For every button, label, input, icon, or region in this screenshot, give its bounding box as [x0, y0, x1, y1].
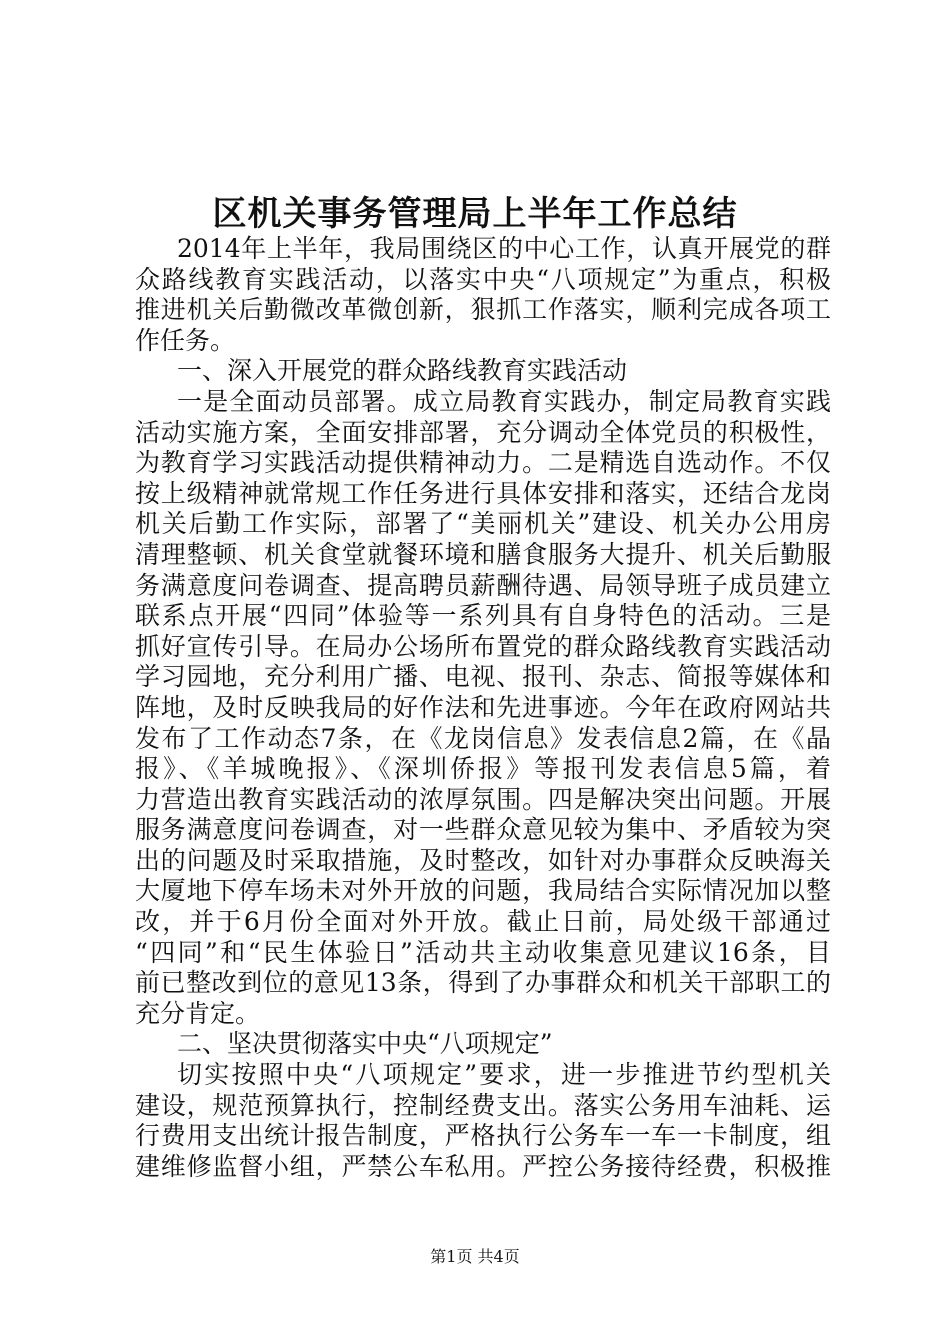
- text-line: 一、深入开展党的群众路线教育实践活动: [177, 356, 628, 386]
- text-line: 一是全面动员部署。成立局教育实践办，制定局教育实践: [177, 386, 831, 416]
- text-line: 大厦地下停车场未对外开放的问题，我局结合实际情况加以整: [135, 876, 831, 906]
- text-line: 二、坚决贯彻落实中央“八项规定”: [177, 1029, 553, 1059]
- text-line: 报》、《羊城晚报》、《深圳侨报》等报刊发表信息5篇，着: [135, 754, 831, 784]
- text-line: 服务满意度问卷调查，对一些群众意见较为集中、矛盾较为突: [135, 815, 831, 845]
- text-line: 建维修监督小组，严禁公车私用。严控公务接待经费，积极推: [135, 1151, 831, 1181]
- text-line: 建设，规范预算执行，控制经费支出。落实公务用车油耗、运: [135, 1090, 831, 1120]
- text-line: 按上级精神就常规工作任务进行具体安排和落实，还结合龙岗: [135, 478, 831, 508]
- text-line: 充分肯定。: [135, 998, 261, 1028]
- text-line: 清理整顿、机关食堂就餐环境和膳食服务大提升、机关后勤服: [135, 539, 831, 569]
- text-line: 发布了工作动态7条，在《龙岗信息》发表信息2篇，在《晶: [135, 723, 831, 753]
- text-line: 力营造出教育实践活动的浓厚氛围。四是解决突出问题。开展: [135, 784, 831, 814]
- text-line: 前已整改到位的意见13条，得到了办事群众和机关干部职工的: [135, 968, 831, 998]
- text-line: 阵地，及时反映我局的好作法和先进事迹。今年在政府网站共: [135, 692, 831, 722]
- text-line: 学习园地，充分利用广播、电视、报刊、杂志、简报等媒体和: [135, 662, 831, 692]
- text-line: 行费用支出统计报告制度，严格执行公务车一车一卡制度，组: [135, 1121, 831, 1151]
- document-title: 区机关事务管理局上半年工作总结: [212, 194, 738, 234]
- text-line: 众路线教育实践活动，以落实中央“八项规定”为重点，积极: [135, 264, 831, 294]
- page-footer: 第1页 共4页: [430, 1247, 520, 1266]
- text-line: 2014年上半年，我局围绕区的中心工作，认真开展党的群: [177, 234, 831, 263]
- text-line: 机关后勤工作实际，部署了“美丽机关”建设、机关办公用房: [135, 509, 831, 539]
- text-line: 抓好宣传引导。在局办公场所布置党的群众路线教育实践活动: [135, 631, 831, 661]
- text-line: 务满意度问卷调查、提高聘员薪酬待遇、局领导班子成员建立: [135, 570, 831, 600]
- text-line: 推进机关后勤微改革微创新，狠抓工作落实，顺利完成各项工: [135, 295, 831, 325]
- text-line: 作任务。: [135, 325, 236, 355]
- text-line: 改，并于6月份全面对外开放。截止日前，局处级干部通过: [135, 907, 831, 937]
- text-line: 出的问题及时采取措施，及时整改，如针对办事群众反映海关: [135, 845, 831, 875]
- text-line: 切实按照中央“八项规定”要求，进一步推进节约型机关: [177, 1060, 831, 1090]
- text-line: 联系点开展“四同”体验等一系列具有自身特色的活动。三是: [135, 601, 831, 631]
- text-line: 为教育学习实践活动提供精神动力。二是精选自选动作。不仅: [135, 448, 831, 478]
- document-body: [135, 234, 831, 1182]
- text-line: “四同”和“民生体验日”活动共主动收集意见建议16条，目: [135, 937, 831, 967]
- text-line: 活动实施方案，全面安排部署，充分调动全体党员的积极性，: [135, 417, 831, 447]
